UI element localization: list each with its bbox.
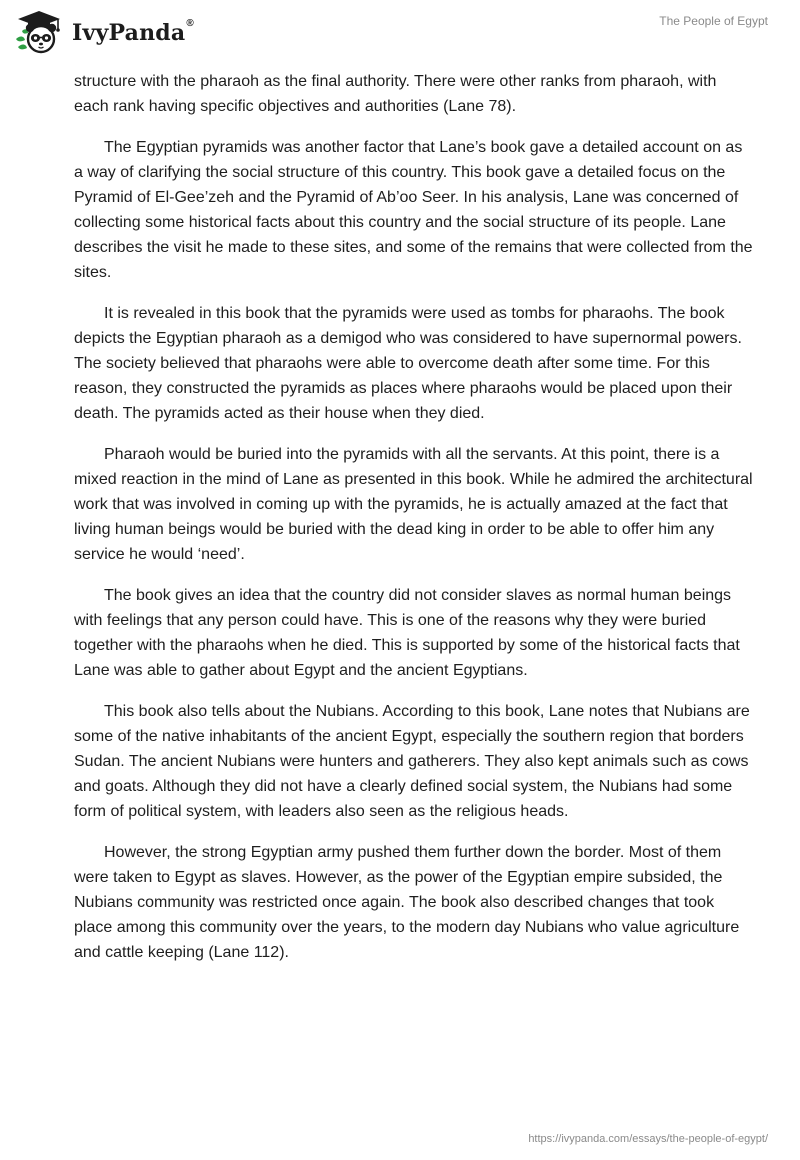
paragraph: The book gives an idea that the country did not consider slaves as normal human beings with feelings that any person could have. This is one of the reasons why they were buried together with the pharaohs when he died. This is supported by some of the historical facts that Lane was able to gather about Egypt and the ancient Egyptians. <box>74 587 740 679</box>
paragraph: The Egyptian pyramids was another factor that Lane’s book gave a detailed account on as a way of clarifying the social structure of this country. This book gave a detailed focus on the Pyramid of El-Gee’zeh and the Pyramid of Ab’oo Seer. In his analysis, Lane was concerned of collecting some historical facts about this country and the social structure of its people. Lane describes the visit he made to these sites, and some of the remains that were collected from the sites. <box>74 139 753 281</box>
paragraph: It is revealed in this book that the pyramids were used as tombs for pharaohs. The book depicts the Egyptian pharaoh as a demigod who was considered to have supernormal powers. The society believed that pharaohs were able to overcome death after some time. For this reason, they constructed the pyramids as places where pharaohs would be placed upon their death. The pyramids acted as their house when they died. <box>74 305 742 422</box>
source-url[interactable]: https://ivypanda.com/essays/the-people-of-egypt/ <box>528 1133 768 1145</box>
paragraph: structure with the pharaoh as the final authority. There were other ranks from pharaoh, with each rank having specific objectives and authorities (Lane 78). <box>74 73 717 115</box>
essay-body <box>74 69 754 981</box>
panda-graduate-logo-icon <box>14 9 64 55</box>
paragraph: However, the strong Egyptian army pushed them further down the border. Most of them were taken to Egypt as slaves. However, as the power of the Egyptian empire subsided, the Nubians community was restricted once again. The book also described changes that took place among this community over the years, to the modern day Nubians who value agriculture and cattle keeping (Lane 112). <box>74 844 740 961</box>
ivypanda-logo[interactable] <box>14 9 194 55</box>
paragraph: Pharaoh would be buried into the pyramids with all the servants. At this point, there is a mixed reaction in the mind of Lane as presented in this book. While he admired the architectural work that was involved in coming up with the pyramids, he is actually amazed at the fact that living human beings would be buried with the dead king in order to be able to offer him any service he would ‘need’. <box>74 446 753 563</box>
page-header <box>0 0 800 70</box>
document-title: The People of Egypt <box>659 14 768 28</box>
registered-mark: ® <box>186 18 194 29</box>
brand-name <box>72 20 194 46</box>
paragraph: This book also tells about the Nubians. According to this book, Lane notes that Nubians are some of the native inhabitants of the ancient Egypt, especially the southern region that borders Sudan. The ancient Nubians were hunters and gatherers. They also kept animals such as cows and goats. Although they did not have a clearly defined social system, the Nubians had some form of political system, with leaders also seen as the religious heads. <box>74 703 750 820</box>
brand-name-text: IvyPanda <box>72 20 186 46</box>
